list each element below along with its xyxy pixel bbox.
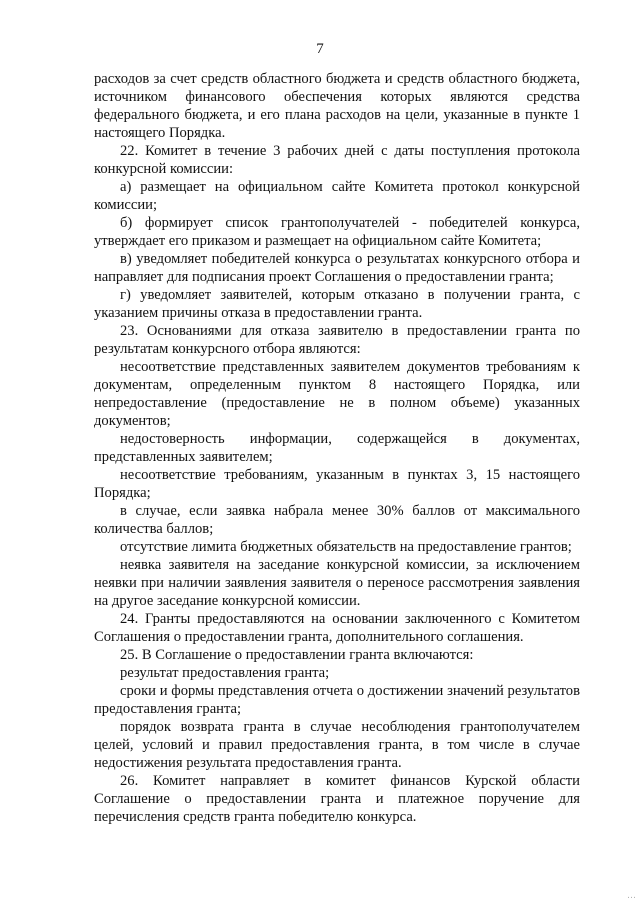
paragraph-agreement-term: сроки и формы представления отчета о достижении значений результатов предоставления гранта;	[94, 683, 580, 717]
paragraph-agreement-term: порядок возврата гранта в случае несоблюдения грантополучателем целей, условий и правил предоставления гранта, в том числе в случае недостижения результата предоставления гранта.	[94, 719, 580, 771]
scan-corner-mark: …	[627, 891, 636, 901]
paragraph-refusal-reason: отсутствие лимита бюджетных обязательств на предоставление грантов;	[120, 539, 572, 555]
paragraph-refusal-reason: несоответствие представленных заявителем документов требованиям к документам, определенным пунктом 8 настоящего Порядка, или непредоставление (предоставление не в полном объеме) указанных документов;	[94, 359, 580, 429]
paragraph-refusal-reason: недостоверность информации, содержащейся в документах, представленных заявителем;	[94, 431, 580, 465]
paragraph-agreement-term: результат предоставления гранта;	[120, 665, 330, 681]
paragraph-refusal-reason: неявка заявителя на заседание конкурсной комиссии, за исключением неявки при наличии заявления заявителя о переносе рассмотрения заявления на другое заседание конкурсной комиссии.	[94, 557, 580, 609]
paragraph-subitem-a: а) размещает на официальном сайте Комитета протокол конкурсной комиссии;	[94, 179, 580, 213]
paragraph-item-24: 24. Гранты предоставляются на основании заключенного с Комитетом Соглашения о предоставлении гранта, дополнительного соглашения.	[94, 611, 580, 645]
paragraph-item-23: 23. Основаниями для отказа заявителю в предоставлении гранта по результатам конкурсного отбора являются:	[94, 323, 580, 357]
paragraph-subitem-b: б) формирует список грантополучателей - победителей конкурса, утверждает его приказом и размещает на официальном сайте Комитета;	[94, 215, 580, 249]
document-body	[94, 70, 580, 826]
paragraph-refusal-reason: в случае, если заявка набрала менее 30% баллов от максимального количества баллов;	[94, 503, 580, 537]
paragraph-item-26: 26. Комитет направляет в комитет финансов Курской области Соглашение о предоставлении гранта и платежное поручение для перечисления средств гранта победителю конкурса.	[94, 773, 580, 825]
paragraph-subitem-g: г) уведомляет заявителей, которым отказано в получении гранта, с указанием причины отказа в предоставлении гранта.	[94, 287, 580, 321]
paragraph-item-22: 22. Комитет в течение 3 рабочих дней с даты поступления протокола конкурсной комиссии:	[94, 143, 580, 177]
page-number: 7	[316, 41, 324, 57]
paragraph-continuation: расходов за счет средств областного бюджета и средств областного бюджета, источником финансового обеспечения которых являются средства федерального бюджета, и его плана расходов на цели, указанные в пункте 1 настоящего Порядка.	[94, 71, 580, 141]
paragraph-item-25: 25. В Соглашение о предоставлении гранта включаются:	[120, 647, 474, 663]
paragraph-refusal-reason: несоответствие требованиям, указанным в пунктах 3, 15 настоящего Порядка;	[94, 467, 580, 501]
paragraph-subitem-v: в) уведомляет победителей конкурса о результатах конкурсного отбора и направляет для подписания проект Соглашения о предоставлении гранта;	[94, 251, 580, 285]
